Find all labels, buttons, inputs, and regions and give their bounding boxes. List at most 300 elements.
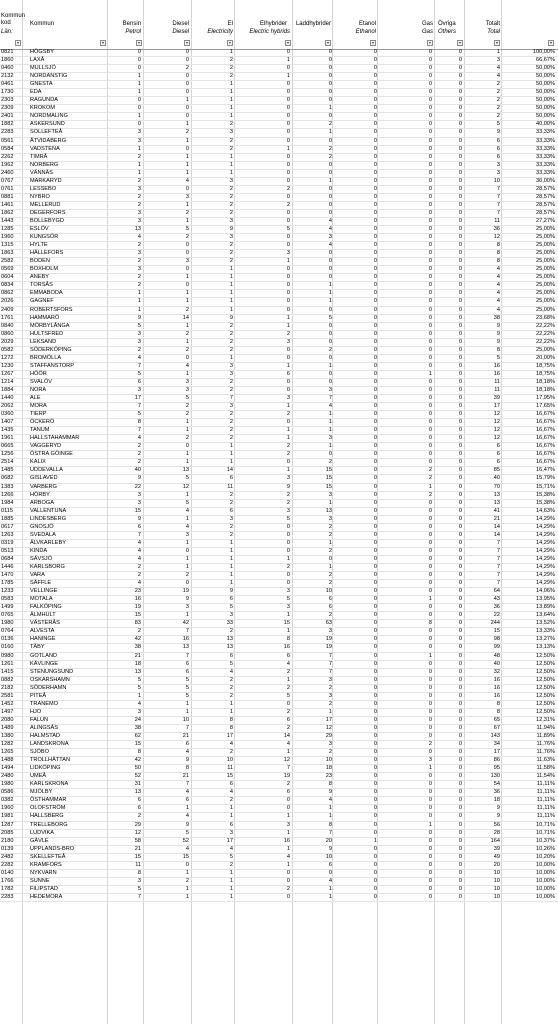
laddhybrider-cell[interactable]: 2 xyxy=(328,346,332,353)
diesel-cell[interactable]: 1 xyxy=(185,153,189,160)
kommun-name-cell[interactable]: MULLSJÖ xyxy=(30,65,56,72)
el-cell[interactable]: 6 xyxy=(229,821,233,828)
diesel-cell[interactable]: 0 xyxy=(185,547,189,554)
el-cell[interactable]: 6 xyxy=(229,652,233,659)
etanol-cell[interactable]: 0 xyxy=(373,57,377,64)
diesel-cell[interactable]: 1 xyxy=(185,419,189,426)
kommun-name-cell[interactable]: TRANEMO xyxy=(30,700,58,707)
bensin-cell[interactable]: 12 xyxy=(134,829,141,836)
bensin-cell[interactable]: 9 xyxy=(137,314,141,321)
el-cell[interactable]: 2 xyxy=(229,193,233,200)
gas-cell[interactable]: 0 xyxy=(428,435,432,442)
el-cell[interactable]: 5 xyxy=(229,604,233,611)
gas-cell[interactable]: 0 xyxy=(428,507,432,514)
gas-cell[interactable]: 0 xyxy=(428,523,432,530)
el-cell[interactable]: 2 xyxy=(229,201,233,208)
ovriga-cell[interactable]: 0 xyxy=(458,869,462,876)
kommun-name-cell[interactable]: LIDKÖPING xyxy=(30,765,61,772)
diesel-cell[interactable]: 6 xyxy=(185,741,189,748)
etanol-cell[interactable]: 0 xyxy=(373,580,377,587)
kommun-name-cell[interactable]: STAFFANSTORP xyxy=(30,362,74,369)
laddhybrider-cell[interactable]: 2 xyxy=(328,749,332,756)
bensin-cell[interactable]: 13 xyxy=(134,226,141,233)
bensin-cell[interactable]: 8 xyxy=(137,749,141,756)
kommun-name-cell[interactable]: VALLENTUNA xyxy=(30,507,67,514)
ovriga-cell[interactable]: 0 xyxy=(458,596,462,603)
totalt-cell[interactable]: 70 xyxy=(493,483,500,490)
laddhybrider-cell[interactable]: 1 xyxy=(328,885,332,892)
diesel-cell[interactable]: 15 xyxy=(182,853,189,860)
table-row[interactable] xyxy=(0,725,558,733)
laddhybrider-cell[interactable]: 7 xyxy=(328,395,332,402)
share-percent-cell[interactable]: 33,33% xyxy=(536,137,555,144)
diesel-cell[interactable]: 4 xyxy=(185,845,189,852)
bensin-cell[interactable]: 50 xyxy=(134,765,141,772)
el-cell[interactable]: 2 xyxy=(229,338,233,345)
etanol-cell[interactable]: 0 xyxy=(373,451,377,458)
table-row[interactable] xyxy=(0,765,558,773)
table-row[interactable] xyxy=(0,693,558,701)
bensin-cell[interactable]: 2 xyxy=(137,443,141,450)
elhybrider-cell[interactable]: 0 xyxy=(286,274,290,281)
kommun-name-cell[interactable]: ROBERTSFORS xyxy=(30,306,73,313)
kommun-name-cell[interactable]: SÖDERKÖPING xyxy=(30,346,72,353)
etanol-cell[interactable]: 0 xyxy=(373,636,377,643)
table-row[interactable] xyxy=(0,307,558,315)
elhybrider-cell[interactable]: 5 xyxy=(286,692,290,699)
share-percent-cell[interactable]: 16,67% xyxy=(536,435,555,442)
ovriga-cell[interactable]: 0 xyxy=(458,821,462,828)
elhybrider-cell[interactable]: 0 xyxy=(286,89,290,96)
kommun-name-cell[interactable]: GISLAVED xyxy=(30,475,58,482)
table-row[interactable] xyxy=(0,178,558,186)
kommun-kod-cell[interactable]: 0160 xyxy=(1,644,14,651)
gas-cell[interactable]: 0 xyxy=(428,193,432,200)
bensin-cell[interactable]: 7 xyxy=(137,427,141,434)
ovriga-cell[interactable]: 0 xyxy=(458,893,462,900)
kommun-kod-cell[interactable]: 1267 xyxy=(1,370,14,377)
laddhybrider-cell[interactable]: 4 xyxy=(328,797,332,804)
el-cell[interactable]: 1 xyxy=(229,572,233,579)
kommun-name-cell[interactable]: SVALÖV xyxy=(30,378,52,385)
el-cell[interactable]: 33 xyxy=(226,620,233,627)
totalt-cell[interactable]: 2 xyxy=(496,89,500,96)
etanol-cell[interactable]: 0 xyxy=(373,290,377,297)
elhybrider-cell[interactable]: 0 xyxy=(286,177,290,184)
el-cell[interactable]: 9 xyxy=(229,226,233,233)
laddhybrider-cell[interactable]: 0 xyxy=(328,451,332,458)
diesel-cell[interactable]: 1 xyxy=(185,298,189,305)
kommun-kod-cell[interactable]: 1862 xyxy=(1,209,14,216)
kommun-name-cell[interactable]: VADSTENA xyxy=(30,145,60,152)
ovriga-cell[interactable]: 0 xyxy=(458,636,462,643)
kommun-kod-cell[interactable]: 2182 xyxy=(1,684,14,691)
share-percent-cell[interactable]: 10,71% xyxy=(536,829,555,836)
totalt-cell[interactable]: 7 xyxy=(496,539,500,546)
kommun-kod-cell[interactable]: 2132 xyxy=(1,73,14,80)
gas-cell[interactable]: 0 xyxy=(428,411,432,418)
kommun-name-cell[interactable]: VÄNNÄS xyxy=(30,169,54,176)
gas-cell[interactable]: 0 xyxy=(428,604,432,611)
bensin-cell[interactable]: 1 xyxy=(137,145,141,152)
gas-cell[interactable]: 0 xyxy=(428,499,432,506)
bensin-cell[interactable]: 22 xyxy=(134,483,141,490)
table-row[interactable] xyxy=(0,644,558,652)
el-cell[interactable]: 2 xyxy=(229,427,233,434)
laddhybrider-cell[interactable]: 1 xyxy=(328,893,332,900)
kommun-name-cell[interactable]: NORDMALING xyxy=(30,113,68,120)
gas-cell[interactable]: 0 xyxy=(428,612,432,619)
table-row[interactable] xyxy=(0,709,558,717)
gas-cell[interactable]: 0 xyxy=(428,145,432,152)
ovriga-cell[interactable]: 0 xyxy=(458,732,462,739)
kommun-kod-cell[interactable]: 2062 xyxy=(1,403,14,410)
table-row[interactable] xyxy=(0,596,558,604)
bensin-cell[interactable]: 23 xyxy=(134,588,141,595)
gas-cell[interactable]: 0 xyxy=(428,813,432,820)
laddhybrider-cell[interactable]: 9 xyxy=(328,845,332,852)
totalt-cell[interactable]: 4 xyxy=(496,282,500,289)
ovriga-cell[interactable]: 0 xyxy=(458,805,462,812)
el-cell[interactable]: 15 xyxy=(226,773,233,780)
share-percent-cell[interactable]: 25,00% xyxy=(536,306,555,313)
kommun-name-cell[interactable]: TIERP xyxy=(30,411,47,418)
table-row[interactable] xyxy=(0,548,558,556)
elhybrider-cell[interactable]: 0 xyxy=(286,580,290,587)
gas-cell[interactable]: 0 xyxy=(428,547,432,554)
ovriga-cell[interactable]: 0 xyxy=(458,845,462,852)
kommun-kod-cell[interactable]: 2309 xyxy=(1,105,14,112)
laddhybrider-cell[interactable]: 23 xyxy=(325,773,332,780)
totalt-cell[interactable]: 8 xyxy=(496,346,500,353)
kommun-name-cell[interactable]: EMMABODA xyxy=(30,290,63,297)
table-row[interactable] xyxy=(0,636,558,644)
bensin-cell[interactable]: 0 xyxy=(137,97,141,104)
elhybrider-cell[interactable]: 2 xyxy=(286,885,290,892)
kommun-name-cell[interactable]: MELLERUD xyxy=(30,201,61,208)
elhybrider-cell[interactable]: 0 xyxy=(286,282,290,289)
gas-cell[interactable]: 0 xyxy=(428,885,432,892)
ovriga-cell[interactable]: 0 xyxy=(458,684,462,691)
diesel-cell[interactable]: 1 xyxy=(185,708,189,715)
etanol-cell[interactable]: 0 xyxy=(373,177,377,184)
elhybrider-cell[interactable]: 0 xyxy=(286,572,290,579)
share-percent-cell[interactable]: 15,79% xyxy=(536,475,555,482)
laddhybrider-cell[interactable]: 0 xyxy=(328,555,332,562)
bensin-cell[interactable]: 2 xyxy=(137,459,141,466)
elhybrider-cell[interactable]: 0 xyxy=(286,81,290,88)
kommun-kod-cell[interactable]: 0840 xyxy=(1,322,14,329)
gas-cell[interactable]: 0 xyxy=(428,403,432,410)
bensin-cell[interactable]: 0 xyxy=(137,57,141,64)
elhybrider-cell[interactable]: 0 xyxy=(286,877,290,884)
kommun-kod-cell[interactable]: 2581 xyxy=(1,692,14,699)
share-percent-cell[interactable]: 11,11% xyxy=(536,797,555,804)
share-percent-cell[interactable]: 28,57% xyxy=(536,201,555,208)
kommun-name-cell[interactable]: ALVESTA xyxy=(30,628,55,635)
totalt-cell[interactable]: 99 xyxy=(493,644,500,651)
kommun-name-cell[interactable]: VARA xyxy=(30,572,45,579)
ovriga-cell[interactable]: 0 xyxy=(458,539,462,546)
laddhybrider-cell[interactable]: 2 xyxy=(328,612,332,619)
el-cell[interactable]: 2 xyxy=(229,209,233,216)
ovriga-cell[interactable]: 0 xyxy=(458,507,462,514)
totalt-cell[interactable]: 8 xyxy=(496,242,500,249)
ovriga-cell[interactable]: 0 xyxy=(458,885,462,892)
el-cell[interactable]: 2 xyxy=(229,692,233,699)
kommun-name-cell[interactable]: NYBRO xyxy=(30,193,50,200)
elhybrider-cell[interactable]: 1 xyxy=(286,403,290,410)
share-percent-cell[interactable]: 12,50% xyxy=(536,668,555,675)
kommun-name-cell[interactable]: NORBERG xyxy=(30,161,59,168)
bensin-cell[interactable]: 6 xyxy=(137,805,141,812)
kommun-kod-cell[interactable]: 1263 xyxy=(1,531,14,538)
laddhybrider-cell[interactable]: 0 xyxy=(328,274,332,281)
etanol-cell[interactable]: 0 xyxy=(373,234,377,241)
bensin-cell[interactable]: 4 xyxy=(137,234,141,241)
el-cell[interactable]: 1 xyxy=(229,700,233,707)
gas-cell[interactable]: 0 xyxy=(428,419,432,426)
gas-cell[interactable]: 1 xyxy=(428,596,432,603)
el-cell[interactable]: 2 xyxy=(229,378,233,385)
share-percent-cell[interactable]: 12,50% xyxy=(536,708,555,715)
laddhybrider-cell[interactable]: 0 xyxy=(328,209,332,216)
kommun-kod-cell[interactable]: 1415 xyxy=(1,668,14,675)
laddhybrider-cell[interactable]: 2 xyxy=(328,547,332,554)
el-cell[interactable]: 2 xyxy=(229,676,233,683)
el-cell[interactable]: 2 xyxy=(229,531,233,538)
share-percent-cell[interactable]: 13,27% xyxy=(536,636,555,643)
el-cell[interactable]: 11 xyxy=(227,483,233,490)
diesel-cell[interactable]: 3 xyxy=(185,258,189,265)
bensin-cell[interactable]: 2 xyxy=(137,813,141,820)
gas-cell[interactable]: 0 xyxy=(428,877,432,884)
totalt-cell[interactable]: 8 xyxy=(496,250,500,257)
totalt-cell[interactable]: 7 xyxy=(496,185,500,192)
gas-cell[interactable]: 1 xyxy=(428,652,432,659)
share-percent-cell[interactable]: 10,00% xyxy=(536,869,555,876)
el-cell[interactable]: 4 xyxy=(229,845,233,852)
kommun-kod-cell[interactable]: 0583 xyxy=(1,596,14,603)
table-row[interactable] xyxy=(0,162,558,170)
share-percent-cell[interactable]: 13,64% xyxy=(536,612,555,619)
diesel-cell[interactable]: 0 xyxy=(185,266,189,273)
laddhybrider-cell[interactable]: 0 xyxy=(328,322,332,329)
table-row[interactable] xyxy=(0,154,558,162)
elhybrider-cell[interactable]: 3 xyxy=(286,821,290,828)
table-row[interactable] xyxy=(0,588,558,596)
kommun-name-cell[interactable]: TIMRÅ xyxy=(30,153,48,160)
kommun-kod-cell[interactable]: 0834 xyxy=(1,282,14,289)
el-cell[interactable]: 1 xyxy=(229,306,233,313)
share-percent-cell[interactable]: 14,29% xyxy=(536,531,555,538)
elhybrider-cell[interactable]: 1 xyxy=(286,628,290,635)
elhybrider-cell[interactable]: 0 xyxy=(286,378,290,385)
ovriga-cell[interactable]: 0 xyxy=(458,338,462,345)
diesel-cell[interactable]: 12 xyxy=(182,483,189,490)
ovriga-cell[interactable]: 0 xyxy=(458,145,462,152)
bensin-cell[interactable]: 3 xyxy=(137,129,141,136)
kommun-name-cell[interactable]: FALUN xyxy=(30,716,49,723)
elhybrider-cell[interactable]: 1 xyxy=(286,73,290,80)
etanol-cell[interactable]: 0 xyxy=(373,676,377,683)
table-row[interactable] xyxy=(0,234,558,242)
table-row[interactable] xyxy=(0,822,558,830)
kommun-name-cell[interactable]: SJÖBO xyxy=(30,749,49,756)
totalt-cell[interactable]: 22 xyxy=(493,612,500,619)
etanol-cell[interactable]: 0 xyxy=(373,258,377,265)
totalt-cell[interactable]: 2 xyxy=(496,105,500,112)
bensin-cell[interactable]: 1 xyxy=(137,73,141,80)
elhybrider-cell[interactable]: 0 xyxy=(286,193,290,200)
table-row[interactable] xyxy=(0,572,558,580)
kommun-kod-cell[interactable]: 1761 xyxy=(1,314,14,321)
diesel-cell[interactable]: 5 xyxy=(185,226,189,233)
gas-cell[interactable]: 0 xyxy=(428,169,432,176)
ovriga-cell[interactable]: 0 xyxy=(458,362,462,369)
share-percent-cell[interactable]: 10,00% xyxy=(536,877,555,884)
table-row[interactable] xyxy=(0,661,558,669)
kommun-kod-cell[interactable]: 1440 xyxy=(1,395,14,402)
el-cell[interactable]: 5 xyxy=(229,660,233,667)
ovriga-cell[interactable]: 0 xyxy=(458,741,462,748)
laddhybrider-cell[interactable]: 18 xyxy=(325,765,332,772)
bensin-cell[interactable]: 4 xyxy=(137,539,141,546)
laddhybrider-cell[interactable]: 1 xyxy=(328,177,332,184)
bensin-cell[interactable]: 4 xyxy=(137,700,141,707)
share-percent-cell[interactable]: 33,33% xyxy=(536,153,555,160)
gas-cell[interactable]: 0 xyxy=(428,427,432,434)
el-cell[interactable]: 3 xyxy=(229,515,233,522)
gas-cell[interactable]: 0 xyxy=(428,97,432,104)
el-cell[interactable]: 4 xyxy=(229,789,233,796)
elhybrider-cell[interactable]: 6 xyxy=(286,716,290,723)
elhybrider-cell[interactable]: 5 xyxy=(286,515,290,522)
el-cell[interactable]: 1 xyxy=(229,459,233,466)
kommun-name-cell[interactable]: GOTLAND xyxy=(30,652,58,659)
kommun-name-cell[interactable]: HÄLLEFORS xyxy=(30,250,64,257)
table-row[interactable] xyxy=(0,202,558,210)
bensin-cell[interactable]: 5 xyxy=(137,684,141,691)
kommun-name-cell[interactable]: MÖRBYLÅNGA xyxy=(30,322,70,329)
ovriga-cell[interactable]: 0 xyxy=(458,491,462,498)
kommun-name-cell[interactable]: ARBOGA xyxy=(30,499,54,506)
el-cell[interactable]: 1 xyxy=(229,89,233,96)
laddhybrider-cell[interactable]: 4 xyxy=(328,877,332,884)
gas-cell[interactable]: 0 xyxy=(428,65,432,72)
kommun-name-cell[interactable]: LINDESBERG xyxy=(30,515,67,522)
share-percent-cell[interactable]: 25,00% xyxy=(536,266,555,273)
gas-cell[interactable]: 0 xyxy=(428,676,432,683)
ovriga-cell[interactable]: 0 xyxy=(458,523,462,530)
el-cell[interactable]: 2 xyxy=(229,523,233,530)
diesel-cell[interactable]: 10 xyxy=(182,716,189,723)
diesel-cell[interactable]: 9 xyxy=(185,757,189,764)
etanol-cell[interactable]: 0 xyxy=(373,491,377,498)
share-percent-cell[interactable]: 22,22% xyxy=(536,338,555,345)
diesel-cell[interactable]: 0 xyxy=(185,354,189,361)
gas-cell[interactable]: 0 xyxy=(428,451,432,458)
diesel-cell[interactable]: 2 xyxy=(185,877,189,884)
kommun-name-cell[interactable]: HULTSFRED xyxy=(30,330,64,337)
diesel-cell[interactable]: 1 xyxy=(185,97,189,104)
kommun-name-cell[interactable]: KALIX xyxy=(30,459,46,466)
kommun-kod-cell[interactable]: 1233 xyxy=(1,588,14,595)
etanol-cell[interactable]: 0 xyxy=(373,797,377,804)
el-cell[interactable]: 2 xyxy=(229,499,233,506)
kommun-name-cell[interactable]: KARLSBORG xyxy=(30,564,65,570)
table-row[interactable] xyxy=(0,435,558,443)
laddhybrider-cell[interactable]: 1 xyxy=(328,813,332,820)
laddhybrider-cell[interactable]: 8 xyxy=(328,821,332,828)
ovriga-cell[interactable]: 0 xyxy=(458,258,462,265)
bensin-cell[interactable]: 5 xyxy=(137,885,141,892)
gas-cell[interactable]: 0 xyxy=(428,893,432,900)
kommun-name-cell[interactable]: SVEDALA xyxy=(30,531,56,538)
kommun-name-cell[interactable]: HEDEMORA xyxy=(30,893,63,900)
totalt-cell[interactable]: 6 xyxy=(496,145,500,152)
bensin-cell[interactable]: 8 xyxy=(137,419,141,426)
laddhybrider-cell[interactable]: 12 xyxy=(325,724,332,731)
table-row[interactable] xyxy=(0,387,558,395)
bensin-cell[interactable]: 29 xyxy=(134,821,141,828)
etanol-cell[interactable]: 0 xyxy=(373,845,377,852)
etanol-cell[interactable]: 0 xyxy=(373,555,377,562)
totalt-cell[interactable]: 49 xyxy=(493,853,500,860)
elhybrider-cell[interactable]: 2 xyxy=(286,411,290,418)
gas-cell[interactable]: 0 xyxy=(428,668,432,675)
kommun-kod-cell[interactable]: 1882 xyxy=(1,121,14,128)
share-percent-cell[interactable]: 10,71% xyxy=(536,821,555,828)
table-row[interactable] xyxy=(0,580,558,588)
elhybrider-cell[interactable]: 0 xyxy=(286,386,290,393)
elhybrider-cell[interactable]: 6 xyxy=(286,370,290,377)
table-row[interactable] xyxy=(0,789,558,797)
elhybrider-cell[interactable]: 1 xyxy=(286,861,290,868)
totalt-cell[interactable]: 130 xyxy=(490,773,500,780)
bensin-cell[interactable]: 1 xyxy=(137,298,141,305)
kommun-kod-cell[interactable]: 1383 xyxy=(1,483,14,490)
laddhybrider-cell[interactable]: 0 xyxy=(328,258,332,265)
bensin-cell[interactable]: 2 xyxy=(137,193,141,200)
elhybrider-cell[interactable]: 3 xyxy=(286,475,290,482)
etanol-cell[interactable]: 0 xyxy=(373,338,377,345)
bensin-cell[interactable]: 0 xyxy=(137,49,141,55)
etanol-cell[interactable]: 0 xyxy=(373,354,377,361)
kommun-name-cell[interactable]: LEKSAND xyxy=(30,338,57,345)
etanol-cell[interactable]: 0 xyxy=(373,700,377,707)
bensin-cell[interactable]: 3 xyxy=(137,330,141,337)
diesel-cell[interactable]: 7 xyxy=(185,781,189,788)
etanol-cell[interactable]: 0 xyxy=(373,789,377,796)
table-row[interactable] xyxy=(0,81,558,89)
diesel-cell[interactable]: 0 xyxy=(185,105,189,112)
etanol-cell[interactable]: 0 xyxy=(373,49,377,55)
share-percent-cell[interactable]: 13,33% xyxy=(536,628,555,635)
el-cell[interactable]: 2 xyxy=(229,330,233,337)
el-cell[interactable]: 1 xyxy=(229,708,233,715)
ovriga-cell[interactable]: 0 xyxy=(458,209,462,216)
elhybrider-cell[interactable]: 1 xyxy=(286,467,290,474)
table-row[interactable] xyxy=(0,741,558,749)
diesel-cell[interactable]: 5 xyxy=(185,684,189,691)
ovriga-cell[interactable]: 0 xyxy=(458,628,462,635)
laddhybrider-cell[interactable]: 7 xyxy=(328,829,332,836)
etanol-cell[interactable]: 0 xyxy=(373,217,377,224)
kommun-kod-cell[interactable]: 1452 xyxy=(1,700,14,707)
kommun-kod-cell[interactable]: 1489 xyxy=(1,724,14,731)
table-row[interactable] xyxy=(0,371,558,379)
